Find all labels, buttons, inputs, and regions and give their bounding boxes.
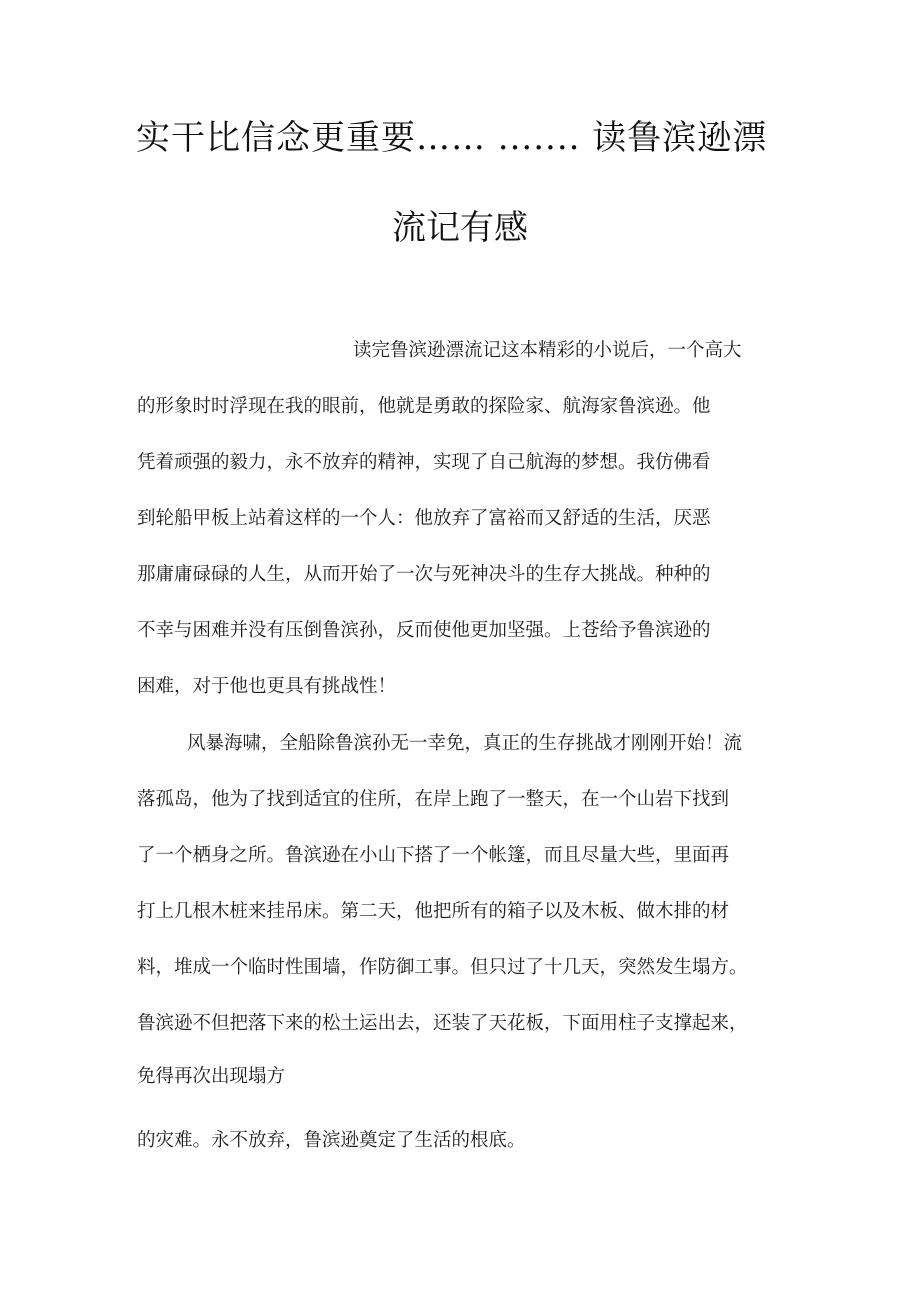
title-line-1: 实干比信念更重要…… ....... 读鲁滨逊漂 — [136, 118, 768, 158]
paragraph-2-line: 鲁滨逊不但把落下来的松土运出去，还装了天花板，下面用柱子支撑起来， — [137, 1013, 748, 1034]
paragraph-2-line: 风暴海啸，全船除鲁滨孙无一幸免，真正的生存挑战才刚刚开始！流 — [187, 733, 743, 754]
paragraph-1-line: 读完鲁滨逊漂流记这本精彩的小说后，一个高大 — [353, 340, 742, 361]
paragraph-2-line: 打上几根木桩来挂吊床。第二天，他把所有的箱子以及木板、做木排的材 — [137, 901, 730, 922]
title-line-2: 流记有感 — [392, 208, 528, 248]
paragraph-2-line: 落孤岛，他为了找到适宜的住所，在岸上跑了一整天，在一个山岩下找到 — [137, 789, 730, 810]
paragraph-2-line: 免得再次出现塌方 — [137, 1066, 286, 1087]
paragraph-3-line: 的灾难。永不放弃，鲁滨逊奠定了生活的根底。 — [137, 1130, 526, 1151]
paragraph-1-line: 凭着顽强的毅力，永不放弃的精神，实现了自己航海的梦想。我仿佛看 — [137, 452, 711, 473]
paragraph-1-line: 的形象时时浮现在我的眼前，他就是勇敢的探险家、航海家鲁滨逊。他 — [137, 396, 711, 417]
paragraph-2-line: 了一个栖身之所。鲁滨逊在小山下搭了一个帐篷，而且尽量大些，里面再 — [137, 845, 730, 866]
paragraph-2-line: 料，堆成一个临时性围墙，作防御工事。但只过了十几天，突然发生塌方。 — [137, 957, 748, 978]
paragraph-1-line: 那庸庸碌碌的人生，从而开始了一次与死神决斗的生存大挑战。种种的 — [137, 564, 711, 585]
paragraph-1-line: 到轮船甲板上站着这样的一个人：他放弃了富裕而又舒适的生活，厌恶 — [137, 508, 711, 529]
paragraph-1-line: 不幸与困难并没有压倒鲁滨孙，反而使他更加坚强。上苍给予鲁滨逊的 — [137, 620, 711, 641]
paragraph-1-line: 困难，对于他也更具有挑战性！ — [137, 676, 397, 697]
